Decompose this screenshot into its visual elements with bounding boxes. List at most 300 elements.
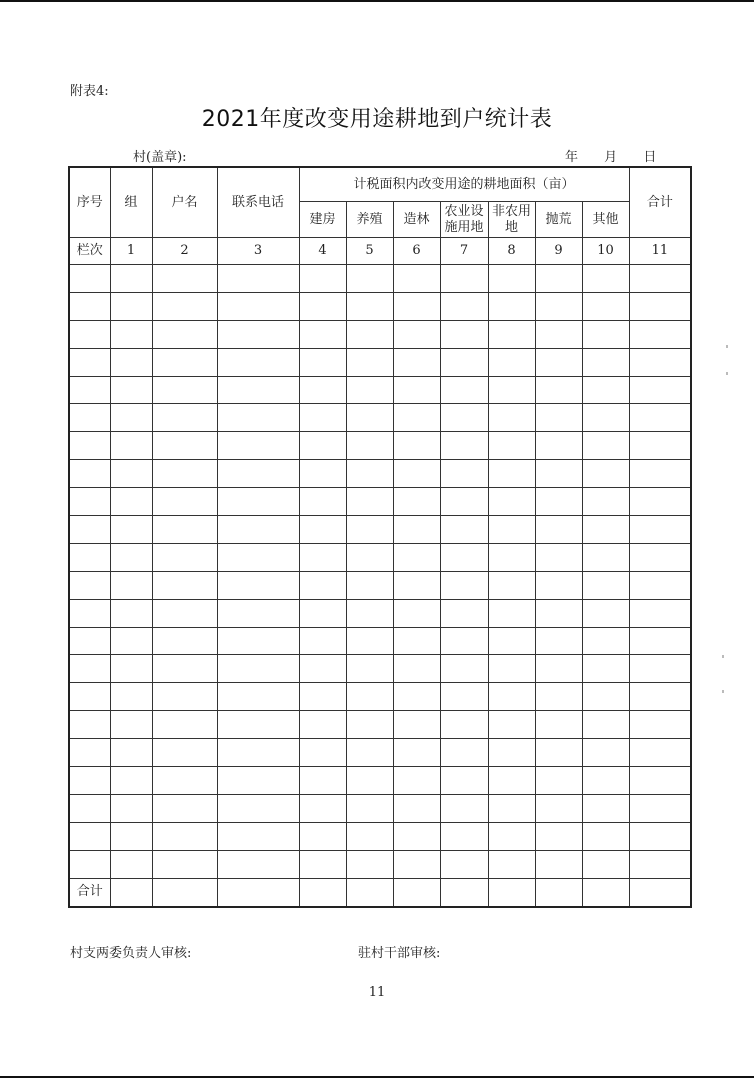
table-cell[interactable] [535,265,582,293]
table-cell[interactable] [393,432,440,460]
table-cell[interactable] [582,850,629,878]
table-cell[interactable] [217,432,299,460]
table-cell[interactable] [152,376,217,404]
table-cell[interactable] [440,711,488,739]
table-cell[interactable] [69,627,110,655]
table-cell[interactable] [217,265,299,293]
table-cell[interactable] [110,488,152,516]
table-cell[interactable] [69,683,110,711]
table-cell[interactable] [393,348,440,376]
table-cell[interactable] [152,488,217,516]
table-cell[interactable] [346,739,393,767]
table-cell[interactable] [393,683,440,711]
table-cell[interactable] [299,292,346,320]
table-cell[interactable] [152,432,217,460]
table-cell[interactable] [299,683,346,711]
table-cell[interactable] [299,376,346,404]
table-cell[interactable] [152,404,217,432]
table-cell[interactable] [152,627,217,655]
table-cell[interactable] [582,348,629,376]
table-cell[interactable] [299,627,346,655]
table-cell[interactable] [69,571,110,599]
table-cell[interactable] [69,516,110,544]
table-cell[interactable] [299,599,346,627]
table-cell[interactable] [582,655,629,683]
table-cell[interactable] [629,460,691,488]
table-cell[interactable] [69,404,110,432]
table-cell[interactable] [582,794,629,822]
header-household: 户名 [152,167,217,238]
table-cell[interactable] [440,767,488,795]
table-cell[interactable] [110,292,152,320]
table-cell[interactable] [440,627,488,655]
scan-speck [722,690,724,693]
table-cell[interactable] [488,794,535,822]
table-cell[interactable] [110,794,152,822]
total-cell[interactable] [346,878,393,907]
table-cell[interactable] [152,265,217,293]
table-cell[interactable] [393,627,440,655]
table-cell[interactable] [110,460,152,488]
table-row [69,265,691,293]
table-cell[interactable] [346,320,393,348]
table-cell[interactable] [110,571,152,599]
table-cell[interactable] [217,739,299,767]
table-cell[interactable] [217,460,299,488]
table-cell[interactable] [217,543,299,571]
table-cell[interactable] [152,655,217,683]
table-cell[interactable] [582,488,629,516]
table-cell[interactable] [535,376,582,404]
table-cell[interactable] [217,348,299,376]
column-number: 11 [629,238,691,265]
table-cell[interactable] [535,320,582,348]
total-cell[interactable] [535,878,582,907]
table-cell[interactable] [346,488,393,516]
table-cell[interactable] [217,683,299,711]
table-cell[interactable] [440,655,488,683]
table-cell[interactable] [393,543,440,571]
table-cell[interactable] [582,516,629,544]
table-cell[interactable] [299,711,346,739]
table-cell[interactable] [217,320,299,348]
table-cell[interactable] [488,767,535,795]
table-cell[interactable] [535,460,582,488]
table-cell[interactable] [629,655,691,683]
table-cell[interactable] [488,739,535,767]
total-cell[interactable] [629,878,691,907]
total-cell[interactable] [440,878,488,907]
table-cell[interactable] [535,850,582,878]
table-cell[interactable] [393,739,440,767]
table-cell[interactable] [629,348,691,376]
table-cell[interactable] [69,767,110,795]
table-cell[interactable] [440,794,488,822]
table-cell[interactable] [69,460,110,488]
total-cell[interactable] [110,878,152,907]
table-cell[interactable] [69,348,110,376]
table-cell[interactable] [152,711,217,739]
table-cell[interactable] [535,571,582,599]
table-cell[interactable] [299,543,346,571]
table-cell[interactable] [535,292,582,320]
scan-speck [726,345,728,348]
table-cell[interactable] [393,711,440,739]
table-cell[interactable] [393,571,440,599]
table-cell[interactable] [217,822,299,850]
table-cell[interactable] [110,348,152,376]
table-cell[interactable] [393,404,440,432]
table-cell[interactable] [110,711,152,739]
table-cell[interactable] [346,404,393,432]
table-cell[interactable] [440,376,488,404]
table-cell[interactable] [629,543,691,571]
table-cell[interactable] [110,516,152,544]
table-cell[interactable] [152,348,217,376]
table-cell[interactable] [299,571,346,599]
table-cell[interactable] [393,767,440,795]
table-cell[interactable] [440,822,488,850]
table-cell[interactable] [488,376,535,404]
table-cell[interactable] [582,543,629,571]
table-cell[interactable] [488,488,535,516]
table-cell[interactable] [152,822,217,850]
table-cell[interactable] [299,320,346,348]
table-cell[interactable] [629,404,691,432]
table-row [69,739,691,767]
table-cell[interactable] [217,488,299,516]
table-cell[interactable] [217,404,299,432]
page-title: 2021年度改变用途耕地到户统计表 [201,107,553,132]
table-cell[interactable] [69,376,110,404]
table-cell[interactable] [440,404,488,432]
table-cell[interactable] [346,599,393,627]
table-cell[interactable] [535,683,582,711]
header-sub-agri-facility: 农业设施用地 [440,202,488,238]
table-cell[interactable] [440,516,488,544]
table-cell[interactable] [488,292,535,320]
table-cell[interactable] [488,571,535,599]
table-cell[interactable] [393,655,440,683]
total-cell[interactable] [488,878,535,907]
table-cell[interactable] [488,683,535,711]
table-cell[interactable] [299,404,346,432]
table-cell[interactable] [110,683,152,711]
table-cell[interactable] [346,655,393,683]
table-cell[interactable] [69,543,110,571]
table-cell[interactable] [152,516,217,544]
table-cell[interactable] [440,348,488,376]
table-cell[interactable] [535,794,582,822]
table-cell[interactable] [346,376,393,404]
table-cell[interactable] [299,655,346,683]
table-cell[interactable] [629,376,691,404]
table-cell[interactable] [110,599,152,627]
table-cell[interactable] [69,432,110,460]
table-cell[interactable] [110,265,152,293]
table-cell[interactable] [393,320,440,348]
table-cell[interactable] [110,850,152,878]
table-cell[interactable] [346,794,393,822]
table-cell[interactable] [629,822,691,850]
table-cell[interactable] [299,850,346,878]
table-cell[interactable] [629,516,691,544]
table-cell[interactable] [299,739,346,767]
table-cell[interactable] [629,683,691,711]
table-cell[interactable] [152,320,217,348]
table-cell[interactable] [69,822,110,850]
table-cell[interactable] [440,320,488,348]
table-cell[interactable] [152,460,217,488]
table-cell[interactable] [152,683,217,711]
table-cell[interactable] [535,655,582,683]
table-cell[interactable] [152,794,217,822]
table-cell[interactable] [346,516,393,544]
table-cell[interactable] [217,627,299,655]
table-cell[interactable] [535,404,582,432]
total-cell[interactable] [393,878,440,907]
table-cell[interactable] [110,655,152,683]
table-cell[interactable] [629,488,691,516]
table-cell[interactable] [535,543,582,571]
table-cell[interactable] [346,571,393,599]
table-cell[interactable] [535,599,582,627]
table-cell[interactable] [152,850,217,878]
table-cell[interactable] [488,850,535,878]
table-cell[interactable] [393,460,440,488]
table-cell[interactable] [629,599,691,627]
table-cell[interactable] [535,711,582,739]
table-cell[interactable] [393,822,440,850]
table-cell[interactable] [488,599,535,627]
table-row [69,794,691,822]
scan-speck [726,372,728,375]
scan-speck [722,655,724,658]
table-cell[interactable] [629,571,691,599]
header-seq: 序号 [69,167,110,238]
table-cell[interactable] [346,683,393,711]
table-row [69,711,691,739]
table-cell[interactable] [217,711,299,739]
table-cell[interactable] [393,794,440,822]
table-cell[interactable] [488,460,535,488]
table-cell[interactable] [582,822,629,850]
table-cell[interactable] [346,292,393,320]
table-cell[interactable] [346,265,393,293]
table-cell[interactable] [217,850,299,878]
table-cell[interactable] [110,767,152,795]
table-cell[interactable] [582,711,629,739]
table-cell[interactable] [393,850,440,878]
table-cell[interactable] [440,543,488,571]
table-cell[interactable] [69,739,110,767]
table-cell[interactable] [440,683,488,711]
table-cell[interactable] [488,711,535,739]
table-cell[interactable] [440,460,488,488]
table-cell[interactable] [346,711,393,739]
table-cell[interactable] [488,265,535,293]
table-row [69,376,691,404]
table-cell[interactable] [69,320,110,348]
table-cell[interactable] [110,822,152,850]
table-cell[interactable] [629,767,691,795]
table-cell[interactable] [488,655,535,683]
table-cell[interactable] [152,543,217,571]
table-cell[interactable] [299,348,346,376]
table-cell[interactable] [217,655,299,683]
table-cell[interactable] [440,432,488,460]
table-cell[interactable] [535,488,582,516]
table-cell[interactable] [393,292,440,320]
table-cell[interactable] [535,822,582,850]
table-cell[interactable] [152,599,217,627]
table-cell[interactable] [582,683,629,711]
table-cell[interactable] [393,599,440,627]
table-cell[interactable] [535,767,582,795]
table-cell[interactable] [582,599,629,627]
table-cell[interactable] [152,739,217,767]
table-cell[interactable] [346,348,393,376]
table-cell[interactable] [629,265,691,293]
table-cell[interactable] [629,711,691,739]
table-cell[interactable] [152,571,217,599]
table-cell[interactable] [629,850,691,878]
column-number: 8 [488,238,535,265]
total-cell[interactable] [217,878,299,907]
table-cell[interactable] [440,488,488,516]
table-cell[interactable] [488,404,535,432]
table-cell[interactable] [440,571,488,599]
table-cell[interactable] [299,822,346,850]
table-cell[interactable] [69,850,110,878]
table-cell[interactable] [582,265,629,293]
table-cell[interactable] [110,739,152,767]
table-cell[interactable] [217,292,299,320]
column-number: 6 [393,238,440,265]
table-cell[interactable] [582,627,629,655]
table-cell[interactable] [299,432,346,460]
table-cell[interactable] [629,292,691,320]
table-cell[interactable] [582,376,629,404]
table-cell[interactable] [299,488,346,516]
table-cell[interactable] [582,432,629,460]
table-cell[interactable] [582,292,629,320]
table-cell[interactable] [393,376,440,404]
table-cell[interactable] [299,767,346,795]
table-cell[interactable] [393,488,440,516]
table-cell[interactable] [346,850,393,878]
table-cell[interactable] [69,794,110,822]
table-cell[interactable] [582,767,629,795]
table-cell[interactable] [346,543,393,571]
table-cell[interactable] [629,739,691,767]
table-cell[interactable] [535,516,582,544]
table-cell[interactable] [629,627,691,655]
table-cell[interactable] [440,850,488,878]
table-cell[interactable] [346,627,393,655]
table-cell[interactable] [535,739,582,767]
table-cell[interactable] [346,822,393,850]
table-cell[interactable] [69,292,110,320]
table-cell[interactable] [217,516,299,544]
table-cell[interactable] [488,516,535,544]
table-cell[interactable] [440,739,488,767]
table-cell[interactable] [110,432,152,460]
table-cell[interactable] [346,767,393,795]
table-cell[interactable] [110,376,152,404]
table-cell[interactable] [346,432,393,460]
table-cell[interactable] [535,348,582,376]
column-number: 3 [217,238,299,265]
table-cell[interactable] [440,265,488,293]
table-cell[interactable] [629,432,691,460]
table-cell[interactable] [69,655,110,683]
table-cell[interactable] [152,292,217,320]
table-cell[interactable] [346,460,393,488]
table-row [69,516,691,544]
table-cell[interactable] [69,265,110,293]
table-cell[interactable] [582,460,629,488]
table-cell[interactable] [299,460,346,488]
table-cell[interactable] [488,543,535,571]
table-cell[interactable] [299,794,346,822]
table-cell[interactable] [629,320,691,348]
table-cell[interactable] [217,794,299,822]
table-cell[interactable] [582,404,629,432]
table-cell[interactable] [217,571,299,599]
year-label: 年 [565,150,579,165]
table-cell[interactable] [629,794,691,822]
village-committee-review: 村支两委负责人审核: [70,946,192,961]
table-cell[interactable] [69,488,110,516]
header-sub-non-agri: 非农用地 [488,202,535,238]
table-cell[interactable] [69,599,110,627]
table-cell[interactable] [582,320,629,348]
total-cell[interactable] [152,878,217,907]
table-cell[interactable] [488,320,535,348]
table-cell[interactable] [217,599,299,627]
table-cell[interactable] [488,432,535,460]
table-cell[interactable] [582,739,629,767]
table-cell[interactable] [217,376,299,404]
table-cell[interactable] [110,543,152,571]
table-cell[interactable] [488,627,535,655]
statistics-table [68,166,692,908]
table-cell[interactable] [69,711,110,739]
table-row [69,599,691,627]
table-cell[interactable] [110,404,152,432]
table-cell[interactable] [393,265,440,293]
table-cell[interactable] [488,822,535,850]
table-cell[interactable] [488,348,535,376]
table-cell[interactable] [535,627,582,655]
table-cell[interactable] [299,516,346,544]
total-cell[interactable] [299,878,346,907]
table-cell[interactable] [152,767,217,795]
table-cell[interactable] [217,767,299,795]
table-row [69,767,691,795]
table-cell[interactable] [535,432,582,460]
table-cell[interactable] [393,516,440,544]
table-cell[interactable] [440,599,488,627]
table-row [69,348,691,376]
table-cell[interactable] [110,627,152,655]
table-cell[interactable] [582,571,629,599]
table-cell[interactable] [440,292,488,320]
table-cell[interactable] [299,265,346,293]
table-cell[interactable] [110,320,152,348]
total-cell[interactable] [582,878,629,907]
